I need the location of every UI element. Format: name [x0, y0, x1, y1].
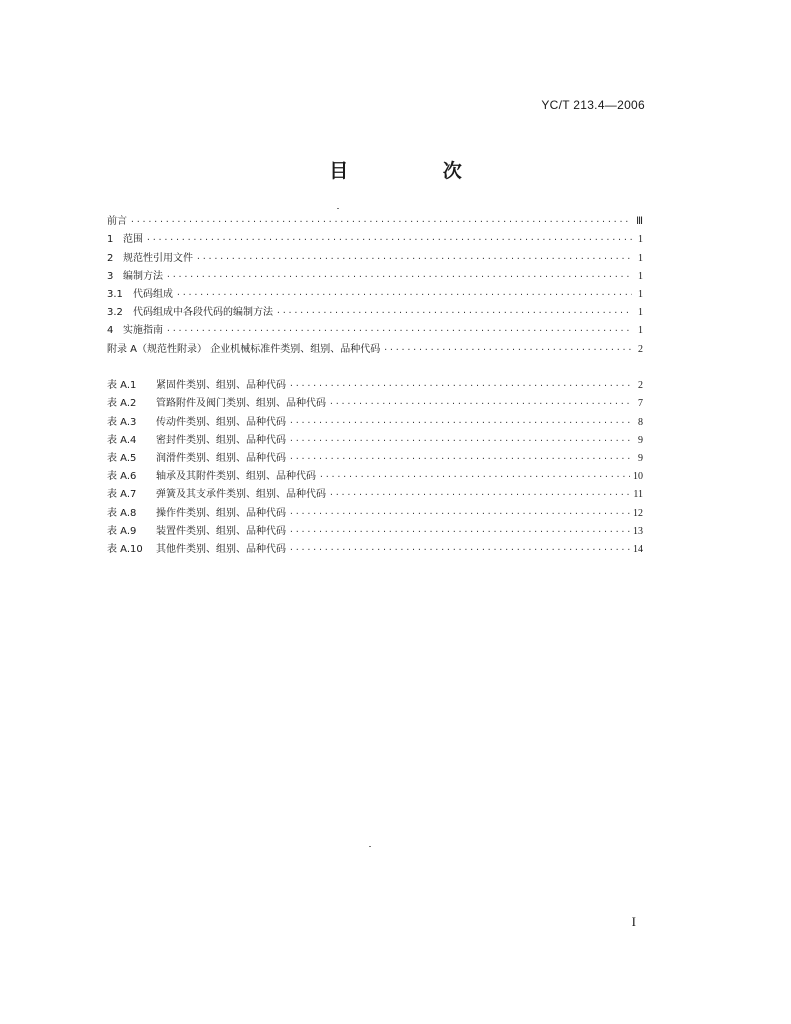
toc-table-a9[interactable] — [107, 520, 643, 538]
toc-item-segment-code-method[interactable] — [107, 301, 643, 319]
table-number: 表 A.8 — [107, 507, 137, 519]
toc-item-label: 编制方法 — [123, 270, 163, 282]
toc-item-page: 1 — [638, 252, 643, 264]
toc-item-page: 1 — [638, 307, 643, 319]
leader-dots — [289, 417, 632, 429]
scan-speck — [337, 208, 339, 209]
table-number: 表 A.7 — [107, 489, 137, 501]
scan-speck — [369, 846, 371, 847]
leader-dots — [289, 453, 632, 465]
footer-page-number: I — [631, 914, 636, 929]
table-page: 12 — [633, 507, 643, 519]
toc-item-page: Ⅲ — [636, 216, 643, 228]
toc-item-appendix-a[interactable] — [107, 337, 643, 355]
table-number: 表 A.1 — [107, 380, 137, 392]
toc-item-page: 1 — [638, 234, 643, 246]
table-label: 密封件类别、组别、品种代码 — [156, 434, 286, 446]
table-page: 13 — [633, 525, 643, 537]
toc-table-a8[interactable] — [107, 501, 643, 519]
table-label: 弹簧及其支承件类别、组别、品种代码 — [156, 489, 326, 501]
toc-item-page: 1 — [638, 270, 643, 282]
toc-item-number: 3 — [107, 270, 114, 282]
leader-dots — [289, 435, 632, 447]
table-number: 表 A.6 — [107, 471, 137, 483]
leader-dots — [130, 216, 632, 228]
table-label: 润滑件类别、组别、品种代码 — [156, 452, 286, 464]
leader-dots — [329, 398, 632, 410]
toc-item-label: 代码组成 — [133, 288, 173, 300]
toc-table-a3[interactable] — [107, 410, 643, 428]
leader-dots — [329, 489, 630, 501]
toc-item-label: 范围 — [123, 234, 143, 246]
table-page: 9 — [638, 452, 643, 464]
table-number: 表 A.5 — [107, 452, 137, 464]
toc-item-page: 1 — [638, 288, 643, 300]
table-page: 11 — [633, 489, 643, 501]
toc-item-implementation-guide[interactable] — [107, 319, 643, 337]
toc-item-label: 前言 — [107, 216, 127, 228]
leader-dots — [146, 234, 632, 246]
standard-code: YC/T 213.4—2006 — [541, 98, 645, 112]
toc-table-a7[interactable] — [107, 483, 643, 501]
toc-item-page: 1 — [638, 325, 643, 337]
table-page: 2 — [638, 380, 643, 392]
leader-dots — [319, 471, 630, 483]
table-page: 9 — [638, 434, 643, 446]
table-label: 操作件类别、组别、品种代码 — [156, 507, 286, 519]
table-label: 其他件类别、组别、品种代码 — [156, 543, 286, 555]
toc-tables-list — [107, 374, 643, 556]
toc-table-a5[interactable] — [107, 447, 643, 465]
table-label: 装置件类别、组别、品种代码 — [156, 525, 286, 537]
toc-item-label: 附录 A（规范性附录） 企业机械标准件类别、组别、品种代码 — [107, 343, 381, 355]
toc-item-number: 1 — [107, 234, 114, 246]
toc-item-normative-references[interactable] — [107, 246, 643, 264]
toc-item-number: 4 — [107, 325, 114, 337]
table-label: 传动件类别、组别、品种代码 — [156, 416, 286, 428]
toc-table-a6[interactable] — [107, 465, 643, 483]
page-title: 目 次 — [329, 160, 506, 182]
leader-dots — [383, 344, 632, 356]
leader-dots — [166, 325, 632, 337]
toc-item-number: 2 — [107, 252, 114, 264]
table-page: 8 — [638, 416, 643, 428]
toc-item-compilation-method[interactable] — [107, 265, 643, 283]
table-label: 紧固件类别、组别、品种代码 — [156, 380, 286, 392]
table-page: 10 — [633, 471, 643, 483]
table-number: 表 A.3 — [107, 416, 137, 428]
toc-table-a1[interactable] — [107, 374, 643, 392]
toc-table-a4[interactable] — [107, 429, 643, 447]
table-page: 7 — [638, 398, 643, 410]
table-number: 表 A.10 — [107, 543, 143, 555]
toc-item-number: 3.1 — [107, 288, 123, 300]
table-number: 表 A.2 — [107, 398, 137, 410]
toc-table-a10[interactable] — [107, 538, 643, 556]
toc-main-list — [107, 210, 643, 356]
toc-item-label: 代码组成中各段代码的编制方法 — [133, 307, 273, 319]
table-number: 表 A.4 — [107, 434, 137, 446]
toc-item-page: 2 — [638, 343, 643, 355]
toc-item-scope[interactable] — [107, 228, 643, 246]
leader-dots — [276, 307, 632, 319]
leader-dots — [176, 289, 632, 301]
toc-item-code-composition[interactable] — [107, 283, 643, 301]
leader-dots — [166, 271, 632, 283]
leader-dots — [196, 253, 632, 265]
toc-item-foreword[interactable] — [107, 210, 643, 228]
table-page: 14 — [633, 543, 643, 555]
table-label: 管路附件及阀门类别、组别、品种代码 — [156, 398, 326, 410]
table-label: 轴承及其附件类别、组别、品种代码 — [156, 471, 316, 483]
toc-item-label: 规范性引用文件 — [123, 252, 193, 264]
toc-item-number: 3.2 — [107, 307, 123, 319]
leader-dots — [289, 380, 632, 392]
table-number: 表 A.9 — [107, 525, 137, 537]
toc-item-label: 实施指南 — [123, 325, 163, 337]
toc-table-a2[interactable] — [107, 392, 643, 410]
leader-dots — [289, 526, 630, 538]
leader-dots — [289, 544, 630, 556]
leader-dots — [289, 508, 630, 520]
